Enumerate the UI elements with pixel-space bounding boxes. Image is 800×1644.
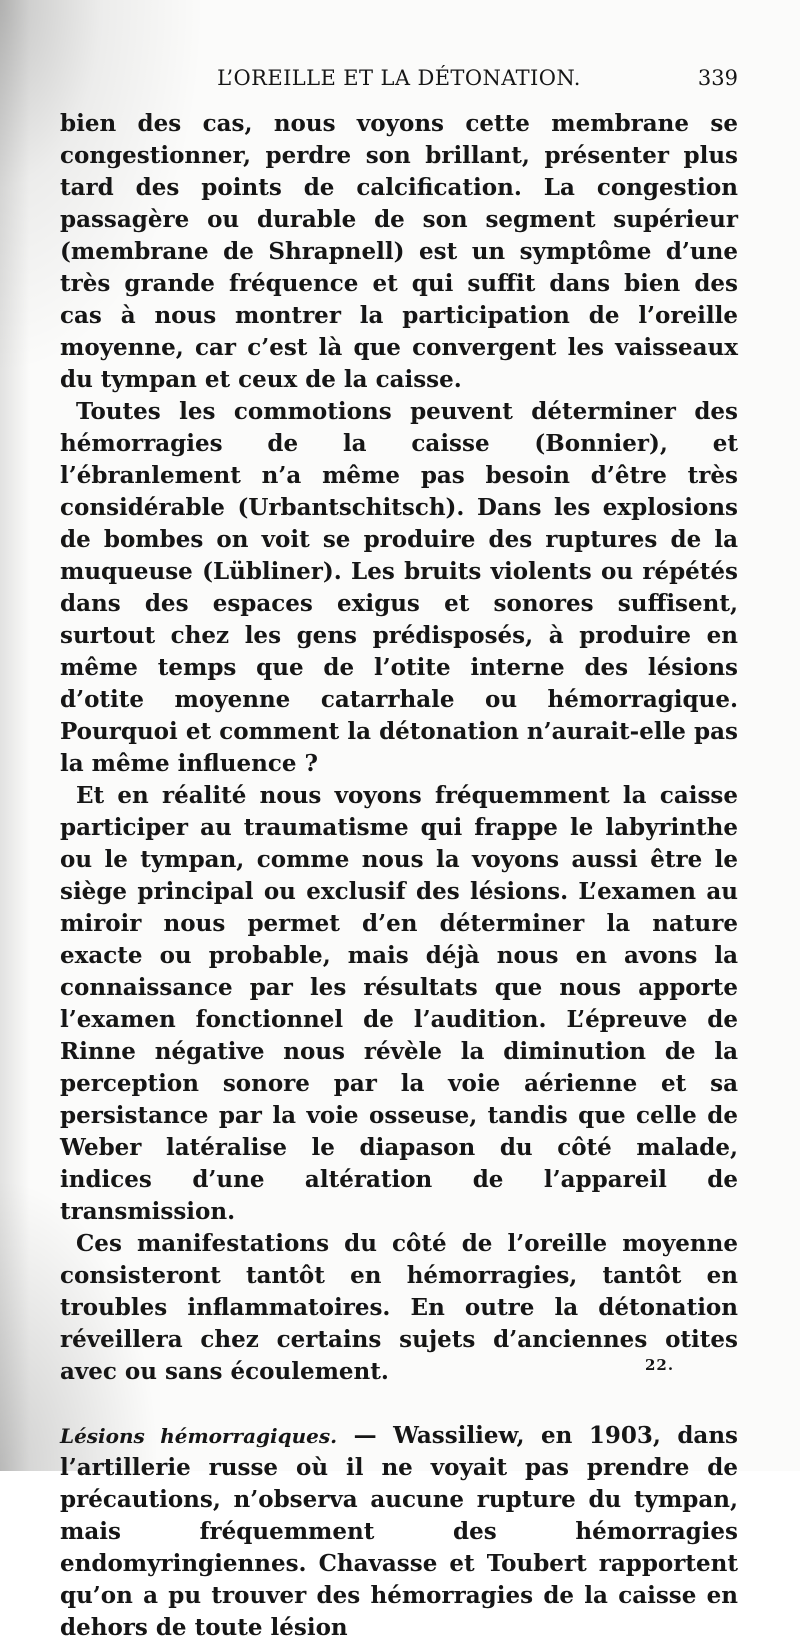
section-dash: — xyxy=(337,1422,394,1449)
body-text xyxy=(60,108,738,1644)
signature-mark: 22. xyxy=(645,1356,675,1374)
running-head: L’OREILLE ET LA DÉTONATION. xyxy=(217,66,581,90)
paragraph-2: Toutes les commotions peuvent déterminer des hémorragies de la caisse (Bonnier), et l’ébranlement n’a même pas besoin d’être très considérable (Urbantschitsch). Dans les explosions de bombes on voit se produire des ruptures de la muqueuse (Lübliner). Les bruits violents ou répétés dans des espaces exigus et sonores suffisent, surtout chez les gens prédisposés, à produire en même temps que de l’otite interne des lésions d’otite moyenne catarrhale ou hémorragique. Pourquoi et comment la détonation n’aurait-elle pas la même influence ? xyxy=(60,398,738,777)
paragraph-3: Et en réalité nous voyons fréquemment la caisse participer au traumatisme qui frappe le labyrinthe ou le tympan, comme nous la voyons aussi être le siège principal ou exclusif des lésions. L’examen au miroir nous permet d’en déterminer la nature exacte ou probable, mais déjà nous en avons la connaissance par les résultats que nous apporte l’examen fonctionnel de l’audition. L’épreuve de Rinne négative nous révèle la diminution de la perception sonore par la voie aérienne et sa persistance par la voie osseuse, tandis que celle de Weber latéralise le diapason du côté malade, indices d’une altération de l’appareil de transmission. xyxy=(60,782,738,1225)
paragraph-1: bien des cas, nous voyons cette membrane se congestionner, perdre son brillant, présenter plus tard des points de calcification. La congestion passagère ou durable de son segment supérieur (membrane de Shrapnell) est un symptôme d’une très grande fréquence et qui suffit dans bien des cas à nous montrer la participation de l’oreille moyenne, car c’est là que convergent les vaisseaux du tympan et ceux de la caisse. xyxy=(60,110,738,393)
page-number: 339 xyxy=(697,66,738,90)
section-heading: Lésions hémorragiques. xyxy=(60,1424,338,1448)
section-paragraph xyxy=(60,1420,738,1644)
paragraph-4: Ces manifestations du côté de l’oreille moyenne consisteront tantôt en hémorragies, tantôt en troubles inflammatoires. En outre la détonation réveillera chez certains sujets d’anciennes otites avec ou sans écoulement. xyxy=(60,1230,738,1385)
page-header xyxy=(60,62,738,102)
section-text: Wassiliew, en 1903, dans l’artillerie russe où il ne voyait pas prendre de précautions, n’observa aucune rupture du tympan, mais fréquemment des hémorragies endomyringiennes. Chavasse et Toubert rapportent qu’on a pu trouver des hémorragies de la caisse en dehors de toute lésion xyxy=(60,1422,738,1641)
